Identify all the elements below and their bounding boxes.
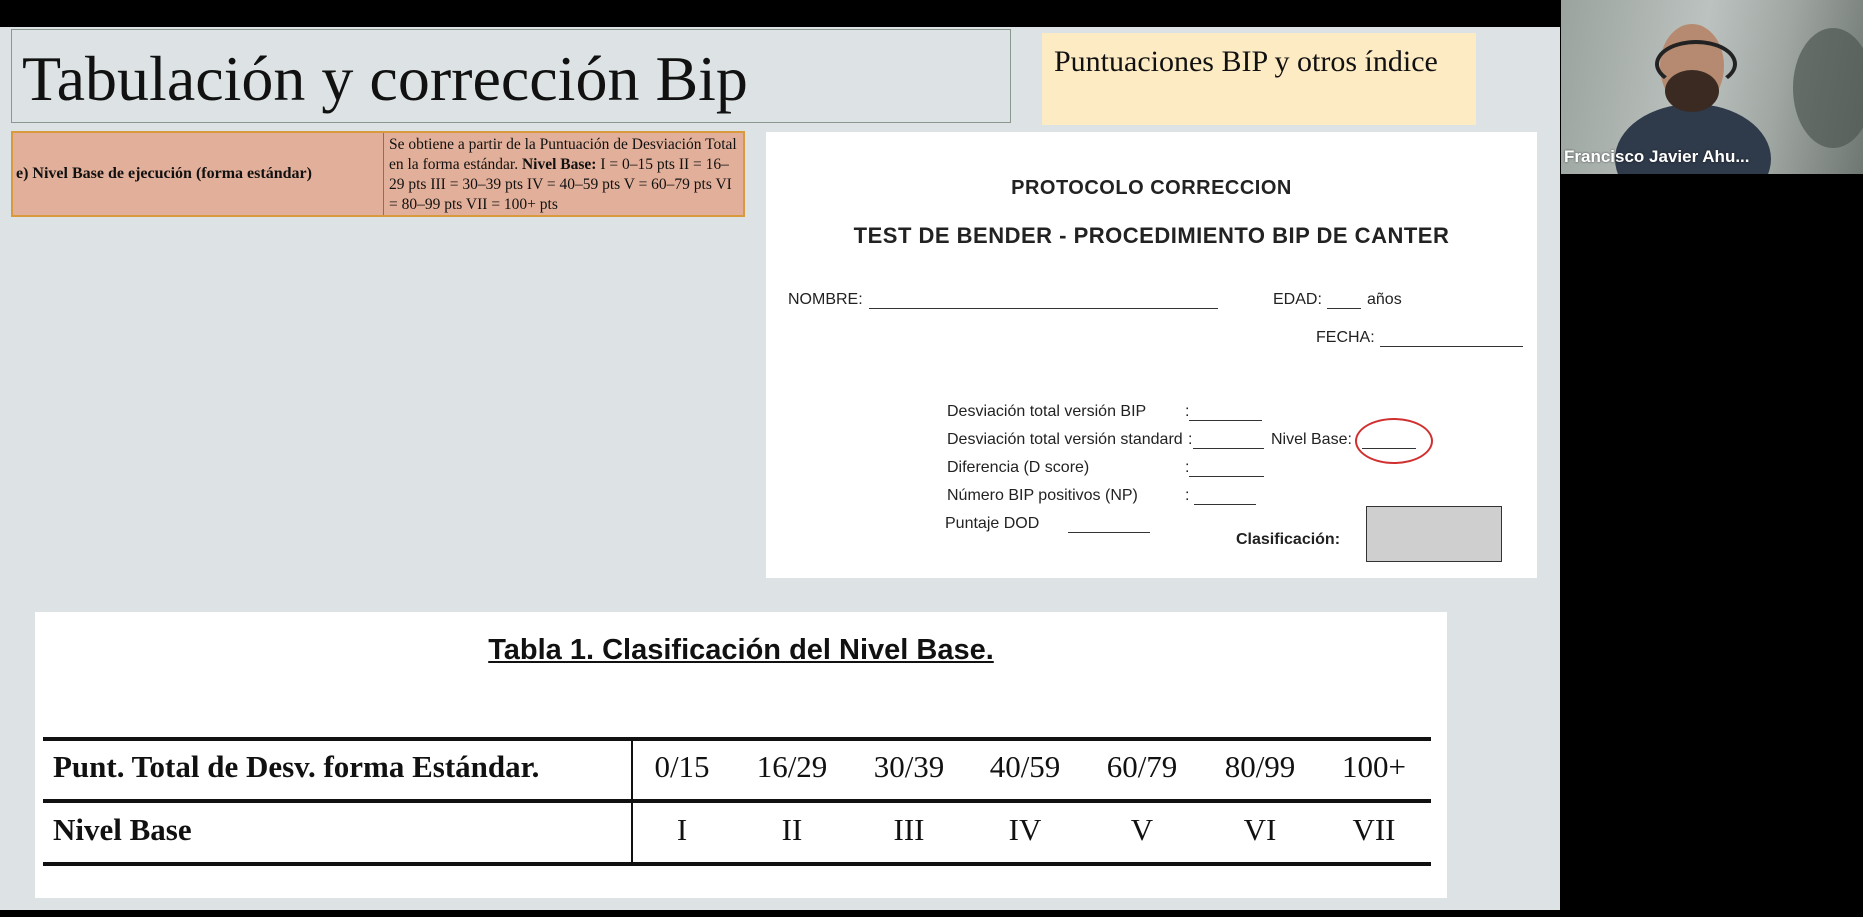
table-title: Tabla 1. Clasificación del Nivel Base. xyxy=(488,634,994,666)
field-line xyxy=(1189,420,1262,421)
level-cell: II xyxy=(781,812,803,847)
slide-title: Tabulación y corrección Bip xyxy=(22,43,748,114)
field-sep: : xyxy=(1185,403,1190,420)
fecha-label: FECHA: xyxy=(1316,329,1375,346)
protocol-form xyxy=(766,132,1537,578)
nombre-label: NOMBRE: xyxy=(788,291,863,308)
field-puntaje-dod: Puntaje DOD xyxy=(945,515,1040,532)
protocol-heading: PROTOCOLO CORRECCION xyxy=(1011,177,1292,199)
table-rule-middle xyxy=(43,799,1431,803)
field-diferencia: Diferencia (D score) xyxy=(947,459,1090,476)
field-line xyxy=(1189,476,1264,477)
field-sep: : xyxy=(1188,431,1193,448)
range-cell: 60/79 xyxy=(1106,749,1178,784)
row-header-nivel-base: Nivel Base xyxy=(53,812,192,847)
level-cell: VI xyxy=(1243,812,1277,847)
field-line xyxy=(1068,532,1150,533)
headphones-icon xyxy=(1655,40,1737,88)
clasificacion-box xyxy=(1366,506,1502,562)
nivel-base-label: Nivel Base: xyxy=(1271,431,1352,448)
definition-label: e) Nivel Base de ejecución (forma estándar) xyxy=(13,133,384,215)
participant-name: Francisco Javier Ahu... xyxy=(1564,147,1750,166)
range-cell: 0/15 xyxy=(654,749,710,784)
definition-text-end: I = 0–15 pts II = 16–29 pts III = 30–39 pts IV = 40–59 pts V = 60–79 pts VI = 80–99 pts VII = 100+ pts xyxy=(389,156,732,213)
table-rule-bottom xyxy=(43,862,1431,866)
title-box xyxy=(11,29,1011,123)
field-desviacion-bip: Desviación total versión BIP xyxy=(947,403,1147,420)
edad-label: EDAD: xyxy=(1273,291,1322,308)
definition-row xyxy=(11,131,745,217)
field-line xyxy=(1194,504,1256,505)
definition-text-start: Se obtiene a partir de la Puntuación de Desviación Total en la forma estándar. xyxy=(389,136,737,173)
slide-caption: Puntuaciones BIP y otros índice xyxy=(1042,33,1476,125)
field-desviacion-standard: Desviación total versión standard xyxy=(947,431,1183,448)
level-cell: I xyxy=(676,812,688,847)
field-sep: : xyxy=(1185,459,1190,476)
field-numero-bip: Número BIP positivos (NP) xyxy=(947,487,1138,504)
level-cell: V xyxy=(1130,812,1154,847)
field-sep: : xyxy=(1185,487,1190,504)
table-rule-top xyxy=(43,737,1431,741)
definition-bold-term: Nivel Base: xyxy=(521,156,597,173)
field-line xyxy=(1193,448,1264,449)
nombre-line xyxy=(869,308,1218,309)
classification-table xyxy=(35,612,1447,898)
level-cell: III xyxy=(893,812,925,847)
row-header-puntuacion: Punt. Total de Desv. forma Estándar. xyxy=(53,749,540,784)
fecha-line xyxy=(1380,346,1523,347)
range-cell: 40/59 xyxy=(989,749,1061,784)
range-cell: 80/99 xyxy=(1224,749,1296,784)
right-panel-black xyxy=(1561,174,1863,917)
presentation-slide xyxy=(0,27,1560,910)
level-cell: IV xyxy=(1008,812,1042,847)
bottom-bar xyxy=(0,910,1560,917)
range-cell: 30/39 xyxy=(873,749,945,784)
level-cell: VII xyxy=(1352,812,1396,847)
red-circle-annotation xyxy=(1355,418,1433,464)
protocol-subheading: TEST DE BENDER - PROCEDIMIENTO BIP DE CANTER xyxy=(853,223,1450,248)
top-bar xyxy=(0,0,1560,27)
clasificacion-label: Clasificación: xyxy=(1236,531,1341,548)
background-shape xyxy=(1793,28,1863,148)
edad-line xyxy=(1327,308,1361,309)
definition-description xyxy=(384,133,743,215)
range-cell: 100+ xyxy=(1342,749,1406,784)
participant-video-tile[interactable] xyxy=(1561,0,1863,174)
range-cell: 16/29 xyxy=(756,749,828,784)
anos-label: años xyxy=(1367,291,1402,308)
